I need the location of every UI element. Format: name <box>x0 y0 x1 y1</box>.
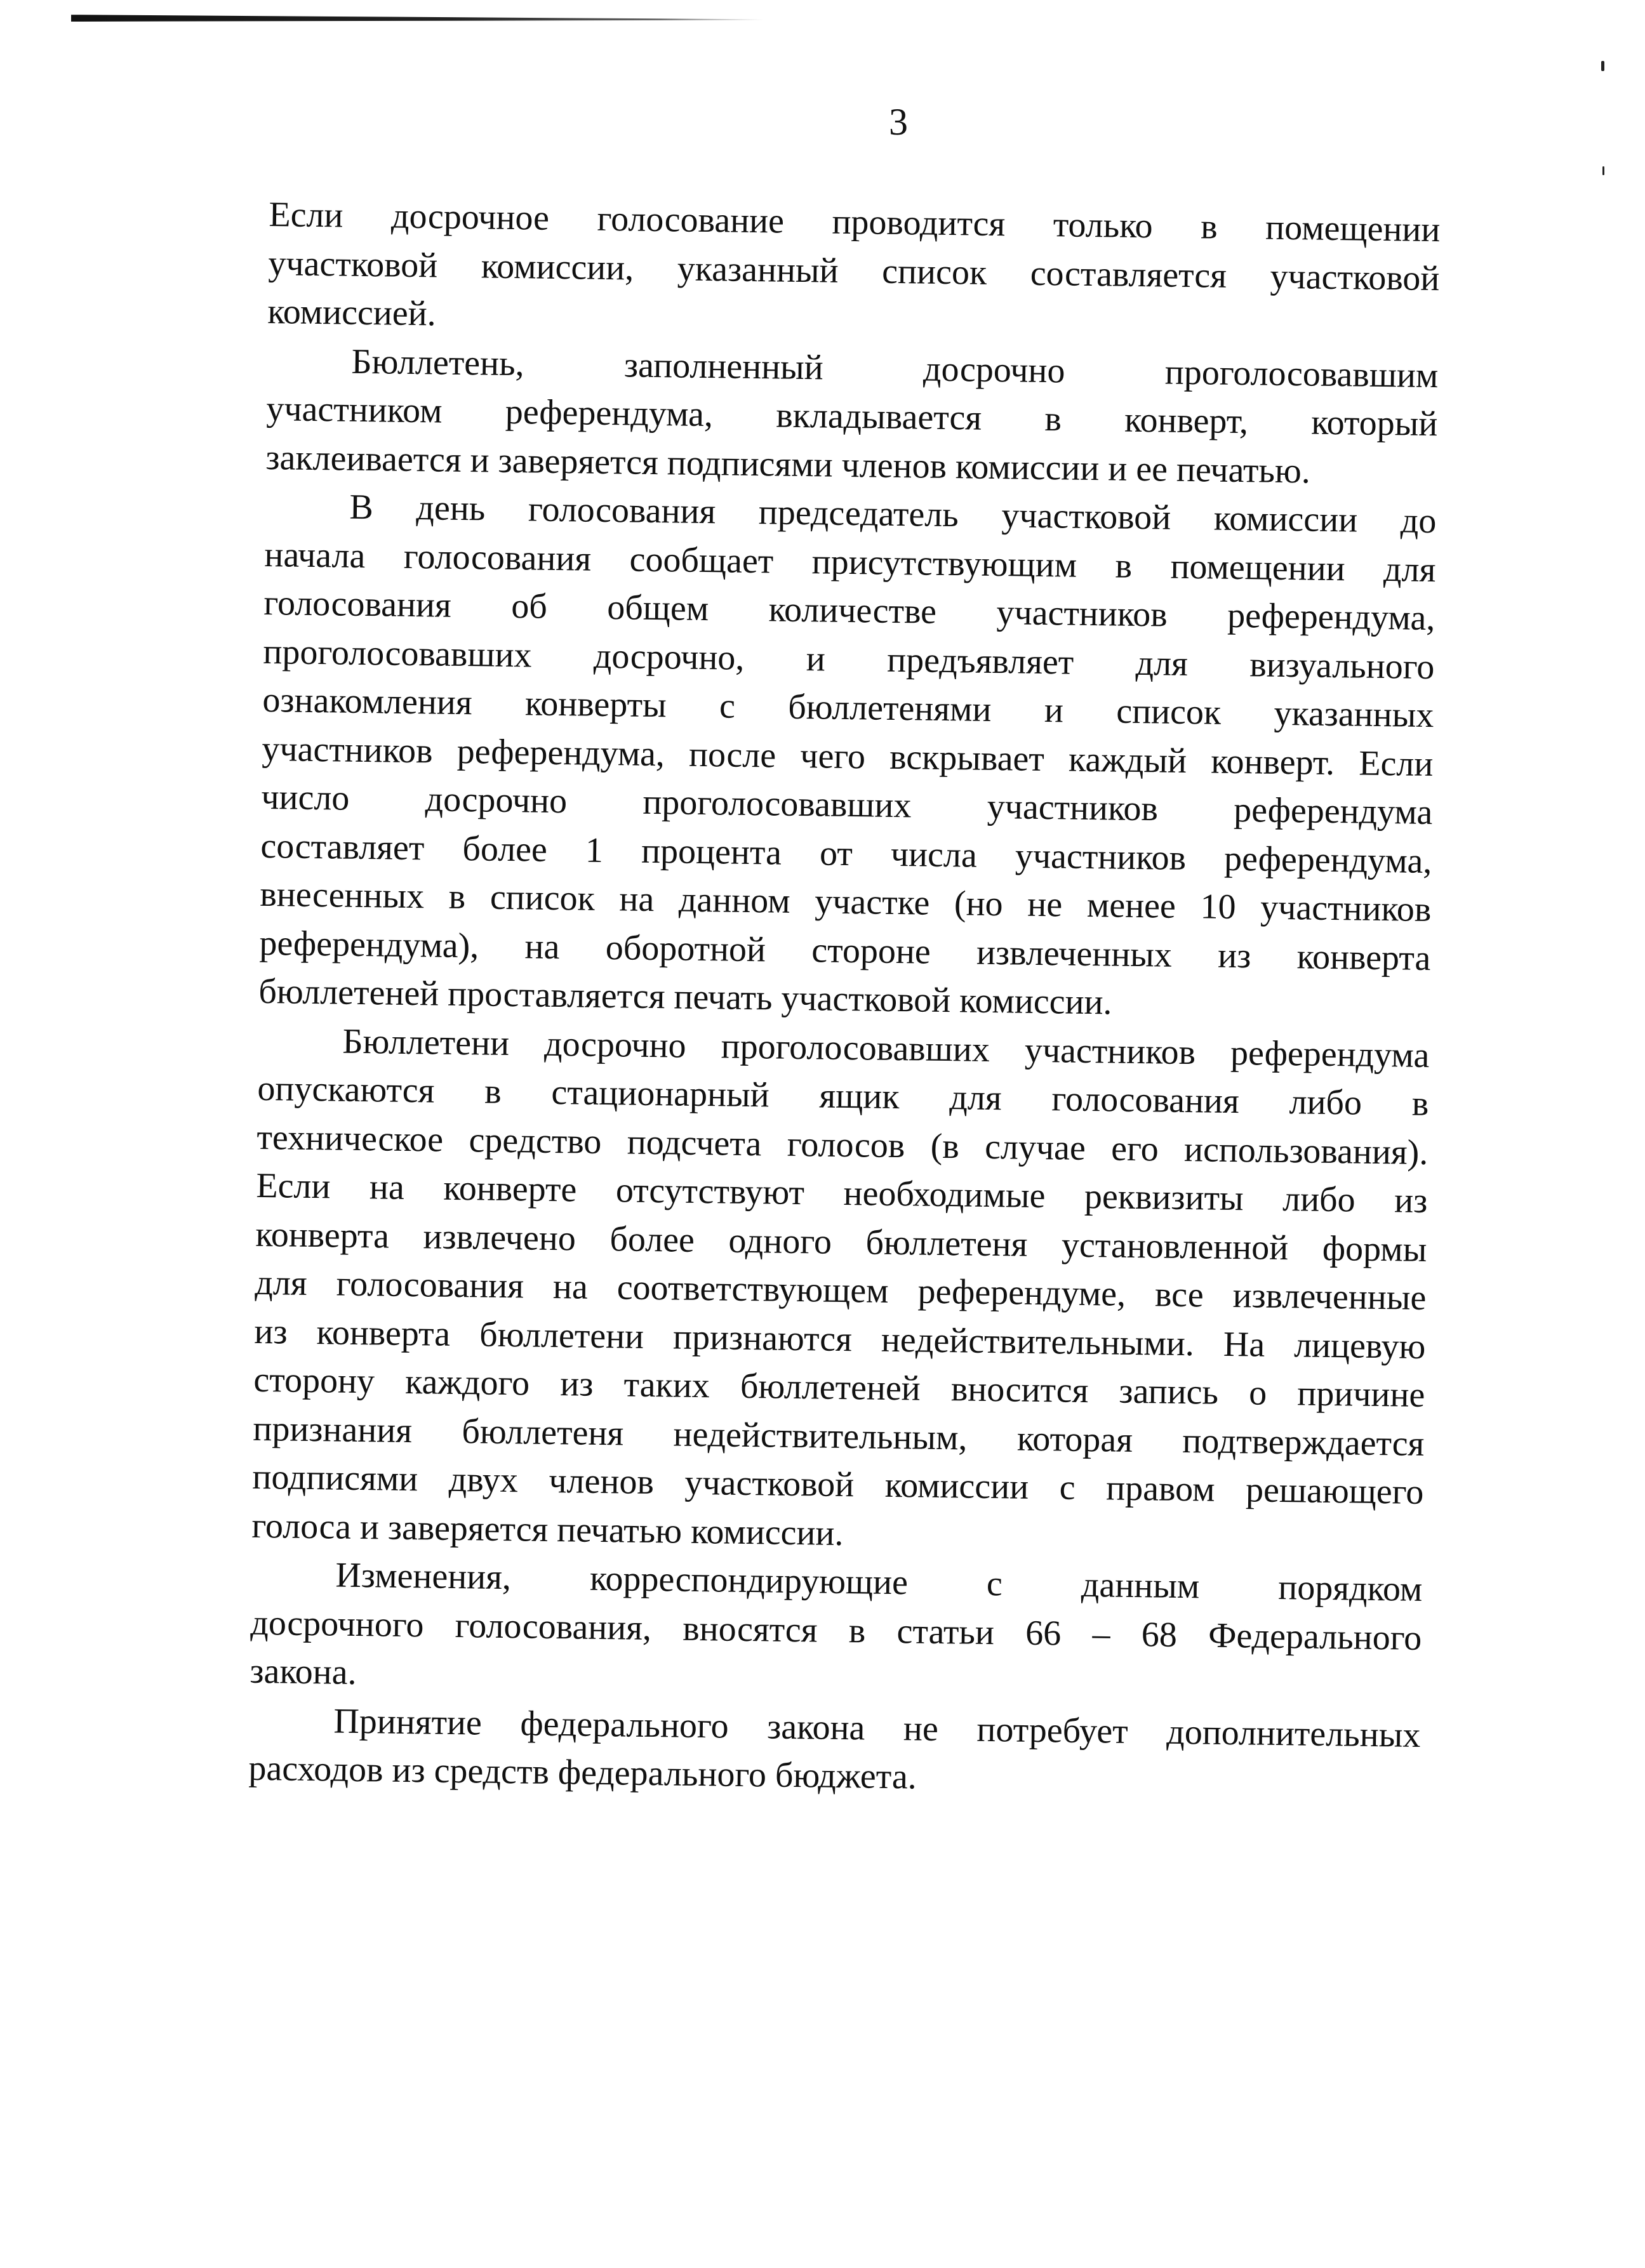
text-line: В день голосования председатель участковой комиссии до <box>349 487 1437 541</box>
text-line: подписями двух членов участковой комиссии с правом решающего <box>252 1457 1424 1512</box>
text-line: участником референдума, вкладывается в конверт, который <box>266 388 1438 444</box>
text-line: проголосовавших досрочно, и предъявляет для визуального <box>263 632 1435 687</box>
scan-speck <box>1601 61 1604 71</box>
text-line: конверта извлечено более одного бюллетеня установленной формы <box>255 1214 1427 1270</box>
paragraph <box>265 336 1439 497</box>
text-line: Бюллетень, заполненный досрочно проголосовавшим <box>351 342 1439 395</box>
text-line: признания бюллетеня недействительным, которая подтверждается <box>253 1409 1425 1464</box>
text-line: Изменения, корреспондирующие с данным порядком <box>335 1555 1423 1609</box>
text-line: Если на конверте отсутствуют необходимые реквизиты либо из <box>256 1165 1428 1221</box>
text-line: сторону каждого из таких бюллетеней вносится запись о причине <box>253 1360 1425 1415</box>
text-line: расходов из средств федерального бюджета. <box>248 1748 917 1797</box>
text-line: участковой комиссии, указанный список составляется участковой <box>268 243 1440 298</box>
paragraph <box>258 482 1437 1031</box>
paragraph <box>251 1016 1430 1565</box>
text-line: досрочного голосования, вносятся в статьи 66 – 68 Федерального <box>250 1603 1422 1658</box>
text-line: внесенных в список на данном участке (но не менее 10 участников <box>260 874 1432 930</box>
text-line: заклеивается и заверяется подписями членов комиссии и ее печатью. <box>265 437 1311 491</box>
paragraph <box>267 190 1441 352</box>
text-line: Бюллетени досрочно проголосовавших участников референдума <box>342 1021 1430 1075</box>
document-body <box>248 190 1441 1808</box>
text-line: ознакомления конверты с бюллетенями и список указанных <box>262 680 1434 736</box>
text-line: техническое средство подсчета голосов (в случае его использования). <box>256 1117 1429 1172</box>
scan-speck <box>1602 166 1604 175</box>
text-line: для голосования на соответствующем референдуме, все извлеченные <box>255 1263 1427 1318</box>
text-line: голоса и заверяется печатью комиссии. <box>251 1506 844 1553</box>
page-number: 3 <box>889 101 908 143</box>
scan-edge-artifact <box>71 14 763 22</box>
paragraph <box>248 1695 1421 1808</box>
text-line: бюллетеней проставляется печать участковой комиссии. <box>258 971 1112 1023</box>
text-line: голосования об общем количестве участников референдума, <box>263 583 1435 639</box>
paragraph <box>250 1550 1423 1711</box>
text-line: из конверта бюллетени признаются недействительными. На лицевую <box>254 1311 1426 1367</box>
text-line: Если досрочное голосование проводится только в помещении <box>269 194 1441 250</box>
text-line: число досрочно проголосовавших участников референдума <box>261 777 1433 833</box>
text-line: опускаются в стационарный ящик для голосования либо в <box>257 1068 1429 1124</box>
text-line: начала голосования сообщает присутствующим в помещении для <box>264 534 1436 590</box>
text-line: закона. <box>250 1651 357 1692</box>
text-line: составляет более 1 процента от числа участников референдума, <box>260 826 1432 881</box>
text-line: комиссией. <box>267 291 437 334</box>
text-line: референдума), на оборотной стороне извлеченных из конверта <box>259 923 1431 978</box>
text-line: участников референдума, после чего вскрывает каждый конверт. Если <box>262 729 1434 784</box>
text-line: Принятие федерального закона не потребует дополнительных <box>333 1701 1421 1755</box>
